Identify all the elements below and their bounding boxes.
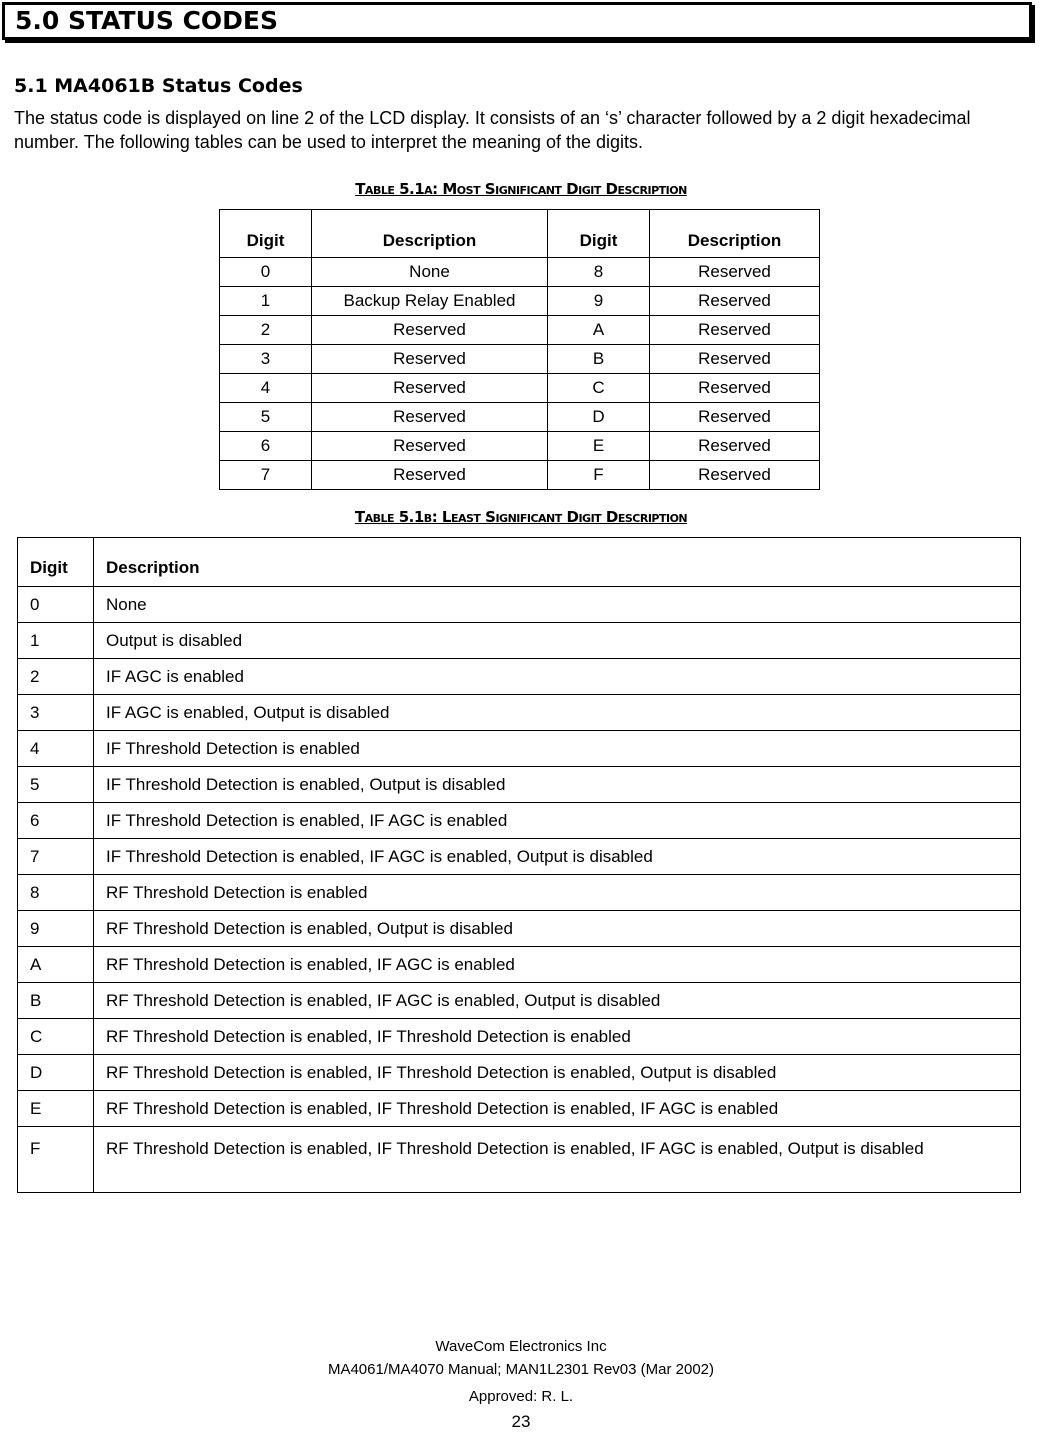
column-header: Description: [650, 210, 820, 258]
table-row: [18, 767, 1021, 803]
table-row: [18, 1055, 1021, 1091]
lsd-table: [17, 537, 1021, 1193]
description-cell: Reserved: [650, 258, 820, 287]
column-header: Digit: [18, 538, 94, 587]
description-cell: RF Threshold Detection is enabled, IF AGC is enabled, Output is disabled: [94, 983, 1021, 1019]
digit-cell: F: [18, 1127, 94, 1193]
table-row: [220, 403, 820, 432]
description-cell: Reserved: [312, 345, 548, 374]
column-header: Digit: [220, 210, 312, 258]
digit-cell: C: [548, 374, 650, 403]
table-row: [18, 731, 1021, 767]
table-row: [18, 1127, 1021, 1193]
description-cell: Reserved: [650, 403, 820, 432]
digit-cell: 0: [220, 258, 312, 287]
table-header-row: [220, 210, 820, 258]
digit-cell: 1: [18, 623, 94, 659]
table-row: [220, 345, 820, 374]
digit-cell: D: [548, 403, 650, 432]
digit-cell: 8: [18, 875, 94, 911]
description-cell: RF Threshold Detection is enabled, IF Threshold Detection is enabled, Output is disabled: [94, 1055, 1021, 1091]
msd-table: [219, 209, 820, 490]
digit-cell: E: [18, 1091, 94, 1127]
digit-cell: 2: [18, 659, 94, 695]
description-cell: Output is disabled: [94, 623, 1021, 659]
digit-cell: A: [548, 316, 650, 345]
description-cell: Reserved: [312, 316, 548, 345]
table-row: [18, 875, 1021, 911]
footer-company: WaveCom Electronics Inc: [435, 1338, 607, 1355]
description-cell: Reserved: [312, 374, 548, 403]
table-row: [18, 839, 1021, 875]
digit-cell: 5: [18, 767, 94, 803]
digit-cell: A: [18, 947, 94, 983]
page-number: 23: [511, 1412, 531, 1431]
digit-cell: 6: [18, 803, 94, 839]
digit-cell: 6: [220, 432, 312, 461]
digit-cell: E: [548, 432, 650, 461]
description-cell: IF Threshold Detection is enabled, Output is disabled: [94, 767, 1021, 803]
footer-approved: Approved: R. L.: [468, 1388, 574, 1405]
digit-cell: 7: [220, 461, 312, 490]
table-row: [220, 258, 820, 287]
table-row: [220, 432, 820, 461]
intro-paragraph: The status code is displayed on line 2 of the LCD display. It consists of an ‘s’ character followed by a 2 digit hexadecimal number. The following tables can be used to interpret the meaning of the digits.: [14, 108, 971, 152]
description-cell: IF AGC is enabled, Output is disabled: [94, 695, 1021, 731]
description-cell: IF Threshold Detection is enabled, IF AGC is enabled, Output is disabled: [94, 839, 1021, 875]
table-row: [220, 374, 820, 403]
description-cell: Reserved: [650, 374, 820, 403]
digit-cell: 4: [220, 374, 312, 403]
digit-cell: B: [548, 345, 650, 374]
description-cell: Reserved: [650, 345, 820, 374]
description-cell: RF Threshold Detection is enabled, IF Threshold Detection is enabled, IF AGC is enabled: [94, 1091, 1021, 1127]
description-cell: RF Threshold Detection is enabled: [94, 875, 1021, 911]
column-header: Description: [312, 210, 548, 258]
description-cell: IF Threshold Detection is enabled: [94, 731, 1021, 767]
table-row: [220, 461, 820, 490]
digit-cell: C: [18, 1019, 94, 1055]
description-cell: Reserved: [650, 432, 820, 461]
table-row: [220, 316, 820, 345]
table-row: [18, 803, 1021, 839]
table-row: [18, 1091, 1021, 1127]
description-cell: RF Threshold Detection is enabled, IF Threshold Detection is enabled: [94, 1019, 1021, 1055]
table-row: [18, 1019, 1021, 1055]
digit-cell: 9: [548, 287, 650, 316]
digit-cell: 7: [18, 839, 94, 875]
table-row: [18, 947, 1021, 983]
table-row: [18, 983, 1021, 1019]
description-cell: Backup Relay Enabled: [312, 287, 548, 316]
digit-cell: 3: [18, 695, 94, 731]
digit-cell: F: [548, 461, 650, 490]
digit-cell: D: [18, 1055, 94, 1091]
digit-cell: 8: [548, 258, 650, 287]
description-cell: IF Threshold Detection is enabled, IF AGC is enabled: [94, 803, 1021, 839]
digit-cell: 5: [220, 403, 312, 432]
digit-cell: 3: [220, 345, 312, 374]
table-row: [18, 695, 1021, 731]
digit-cell: 2: [220, 316, 312, 345]
column-header: Description: [94, 538, 1021, 587]
description-cell: None: [312, 258, 548, 287]
digit-cell: 1: [220, 287, 312, 316]
description-cell: Reserved: [312, 403, 548, 432]
table-row: [18, 587, 1021, 623]
table-b-caption: Table 5.1b: Least Significant Digit Description: [354, 508, 688, 526]
section-title: 5.0 STATUS CODES: [2, 2, 1032, 40]
description-cell: Reserved: [650, 316, 820, 345]
description-cell: RF Threshold Detection is enabled, IF Threshold Detection is enabled, IF AGC is enabled, Output is disabled: [94, 1127, 1021, 1193]
table-row: [18, 659, 1021, 695]
table-row: [18, 911, 1021, 947]
description-cell: Reserved: [312, 432, 548, 461]
digit-cell: 4: [18, 731, 94, 767]
description-cell: RF Threshold Detection is enabled, Output is disabled: [94, 911, 1021, 947]
description-cell: Reserved: [312, 461, 548, 490]
digit-cell: 0: [18, 587, 94, 623]
description-cell: RF Threshold Detection is enabled, IF AGC is enabled: [94, 947, 1021, 983]
table-row: [18, 623, 1021, 659]
description-cell: Reserved: [650, 461, 820, 490]
digit-cell: 9: [18, 911, 94, 947]
table-a-caption: Table 5.1a: Most Significant Digit Description: [355, 180, 687, 198]
column-header: Digit: [548, 210, 650, 258]
footer-manual: MA4061/MA4070 Manual; MAN1L2301 Rev03 (Mar 2002): [327, 1361, 715, 1378]
description-cell: Reserved: [650, 287, 820, 316]
digit-cell: B: [18, 983, 94, 1019]
table-header-row: [18, 538, 1021, 587]
subsection-title: 5.1 MA4061B Status Codes: [14, 75, 303, 97]
description-cell: None: [94, 587, 1021, 623]
table-row: [220, 287, 820, 316]
description-cell: IF AGC is enabled: [94, 659, 1021, 695]
